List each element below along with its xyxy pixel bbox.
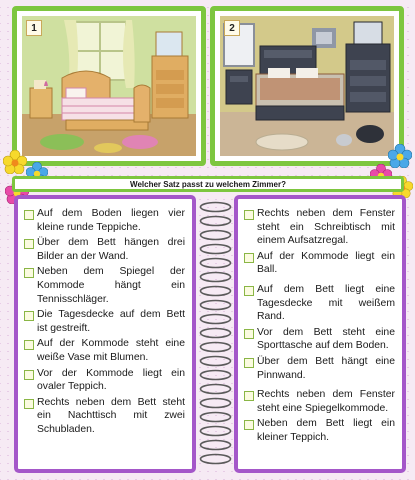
- checkbox[interactable]: [244, 253, 254, 263]
- bedroom-1-illustration: [22, 16, 196, 156]
- checkbox[interactable]: [244, 358, 254, 368]
- checkbox[interactable]: [24, 399, 34, 409]
- checkbox[interactable]: [24, 210, 34, 220]
- sentence-text: Die Tagesdecke auf dem Bett ist gestreift.: [37, 309, 185, 334]
- photo-number-badge-1: 1: [26, 20, 42, 36]
- yellow-flower-icon: [3, 150, 27, 174]
- list-item: [24, 236, 185, 263]
- sentence-text: Vor dem Bett steht eine Sporttasche auf dem Boden.: [257, 326, 395, 352]
- sentence-text: Vor der Kommode liegt ein ovaler Teppich.: [37, 367, 185, 393]
- photo-frame-2: [210, 6, 404, 166]
- right-sentence-panel: [234, 195, 406, 473]
- list-item: [244, 250, 395, 277]
- sentence-text: Über dem Bett hängen drei Bilder an der Wand.: [37, 237, 185, 262]
- list-item: [24, 337, 185, 364]
- left-sentence-panel: [14, 195, 196, 473]
- sentence-text: Rechts neben dem Bett steht ein Nachttisch mit zwei Schubladen.: [37, 396, 185, 435]
- list-item: [244, 326, 395, 353]
- list-item: [244, 207, 395, 248]
- sentence-text: Auf der Kommode liegt ein Ball.: [257, 250, 395, 276]
- checkbox[interactable]: [24, 268, 34, 278]
- sentence-text: Rechts neben dem Fenster steht ein Schreibtisch mit einem Aufsatzregal.: [257, 208, 395, 247]
- list-item: [244, 417, 395, 444]
- checkbox[interactable]: [244, 286, 254, 296]
- exercise-title: Welcher Satz passt zu welchem Zimmer?: [12, 176, 404, 192]
- list-item: [244, 355, 395, 382]
- list-item: [24, 396, 185, 437]
- list-item: [24, 207, 185, 234]
- checkbox[interactable]: [24, 239, 34, 249]
- sentence-text: Auf dem Boden liegen vier kleine runde Teppiche.: [37, 208, 185, 233]
- checkbox[interactable]: [24, 340, 34, 350]
- checkbox[interactable]: [24, 311, 34, 321]
- photo-number-badge-2: 2: [224, 20, 240, 36]
- sentence-text: Auf dem Bett liegt eine Tagesdecke mit weißem Rand.: [257, 283, 395, 323]
- spiral-binding: [195, 199, 236, 469]
- list-item: [24, 265, 185, 306]
- bedroom-2-illustration: [220, 16, 394, 156]
- sentence-text: Über dem Bett hängt eine Pinnwand.: [257, 355, 395, 381]
- checkbox[interactable]: [244, 391, 254, 401]
- checkbox[interactable]: [244, 420, 254, 430]
- checkbox[interactable]: [24, 370, 34, 380]
- photo-frame-1: [12, 6, 206, 166]
- sentence-text: Rechts neben dem Fenster steht eine Spiegelkommode.: [257, 389, 395, 414]
- sentence-text: Auf der Kommode steht eine weiße Vase mit Blumen.: [37, 338, 185, 363]
- list-item: [244, 388, 395, 415]
- list-item: [24, 308, 185, 335]
- checkbox[interactable]: [244, 210, 254, 220]
- bedroom-photo-1: [22, 16, 196, 156]
- checkbox[interactable]: [244, 329, 254, 339]
- bedroom-photo-2: [220, 16, 394, 156]
- list-item: [244, 283, 395, 324]
- sentence-text: Neben dem Spiegel der Kommode hängt ein Tennisschläger.: [37, 266, 185, 305]
- sentence-text: Neben dem Bett liegt ein kleiner Teppich.: [257, 418, 395, 443]
- list-item: [24, 367, 185, 394]
